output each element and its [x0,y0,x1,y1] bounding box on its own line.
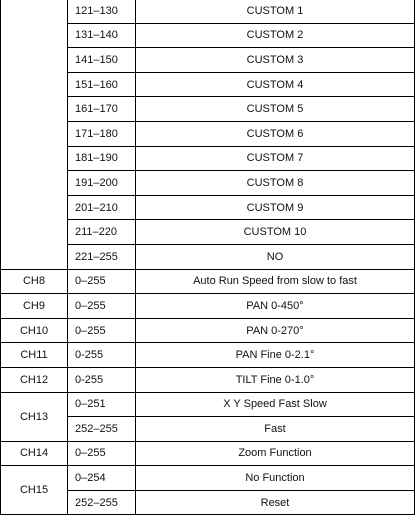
table-row [1,269,415,294]
function-cell: X Y Speed Fast Slow [136,392,415,417]
function-cell: Zoom Function [136,441,415,466]
function-cell: CUSTOM 8 [136,171,415,196]
table-row [1,392,415,417]
value-range-cell: 161–170 [68,97,136,122]
value-range-cell: 252–255 [68,490,136,515]
channel-cell: CH15 [1,466,68,515]
function-cell: PAN 0-270° [136,318,415,343]
table-row [1,466,415,491]
value-range-cell: 151–160 [68,72,136,97]
value-range-cell: 191–200 [68,171,136,196]
table-row [1,367,415,392]
value-range-cell: 252–255 [68,417,136,442]
channel-cell: CH11 [1,343,68,368]
function-cell: CUSTOM 5 [136,97,415,122]
function-cell: TILT Fine 0-1.0° [136,367,415,392]
function-cell: PAN 0-450° [136,294,415,319]
value-range-cell: 0–255 [68,269,136,294]
function-cell: PAN Fine 0-2.1° [136,343,415,368]
function-cell: No Function [136,466,415,491]
table-row [1,441,415,466]
table-row [1,318,415,343]
function-cell: Auto Run Speed from slow to fast [136,269,415,294]
value-range-cell: 211–220 [68,220,136,245]
function-cell: CUSTOM 9 [136,195,415,220]
value-range-cell: 0-255 [68,367,136,392]
channel-cell: CH14 [1,441,68,466]
function-cell: CUSTOM 1 [136,0,415,23]
channel-cell: CH9 [1,294,68,319]
table-row [1,294,415,319]
value-range-cell: 141–150 [68,48,136,73]
function-cell: CUSTOM 2 [136,23,415,48]
channel-cell [1,0,68,269]
channel-cell: CH13 [1,392,68,441]
function-cell: Reset [136,490,415,515]
function-cell: NO [136,244,415,269]
function-cell: CUSTOM 4 [136,72,415,97]
channel-cell: CH12 [1,367,68,392]
value-range-cell: 201–210 [68,195,136,220]
table-row [1,343,415,368]
value-range-cell: 221–255 [68,244,136,269]
value-range-cell: 0–255 [68,318,136,343]
table-row [1,0,415,23]
value-range-cell: 121–130 [68,0,136,23]
channel-cell: CH10 [1,318,68,343]
value-range-cell: 0–255 [68,441,136,466]
function-cell: CUSTOM 7 [136,146,415,171]
value-range-cell: 0–255 [68,294,136,319]
channel-cell: CH8 [1,269,68,294]
function-cell: Fast [136,417,415,442]
value-range-cell: 0-255 [68,343,136,368]
function-cell: CUSTOM 6 [136,121,415,146]
value-range-cell: 171–180 [68,121,136,146]
value-range-cell: 181–190 [68,146,136,171]
value-range-cell: 0–251 [68,392,136,417]
value-range-cell: 131–140 [68,23,136,48]
function-cell: CUSTOM 3 [136,48,415,73]
function-cell: CUSTOM 10 [136,220,415,245]
value-range-cell: 0–254 [68,466,136,491]
